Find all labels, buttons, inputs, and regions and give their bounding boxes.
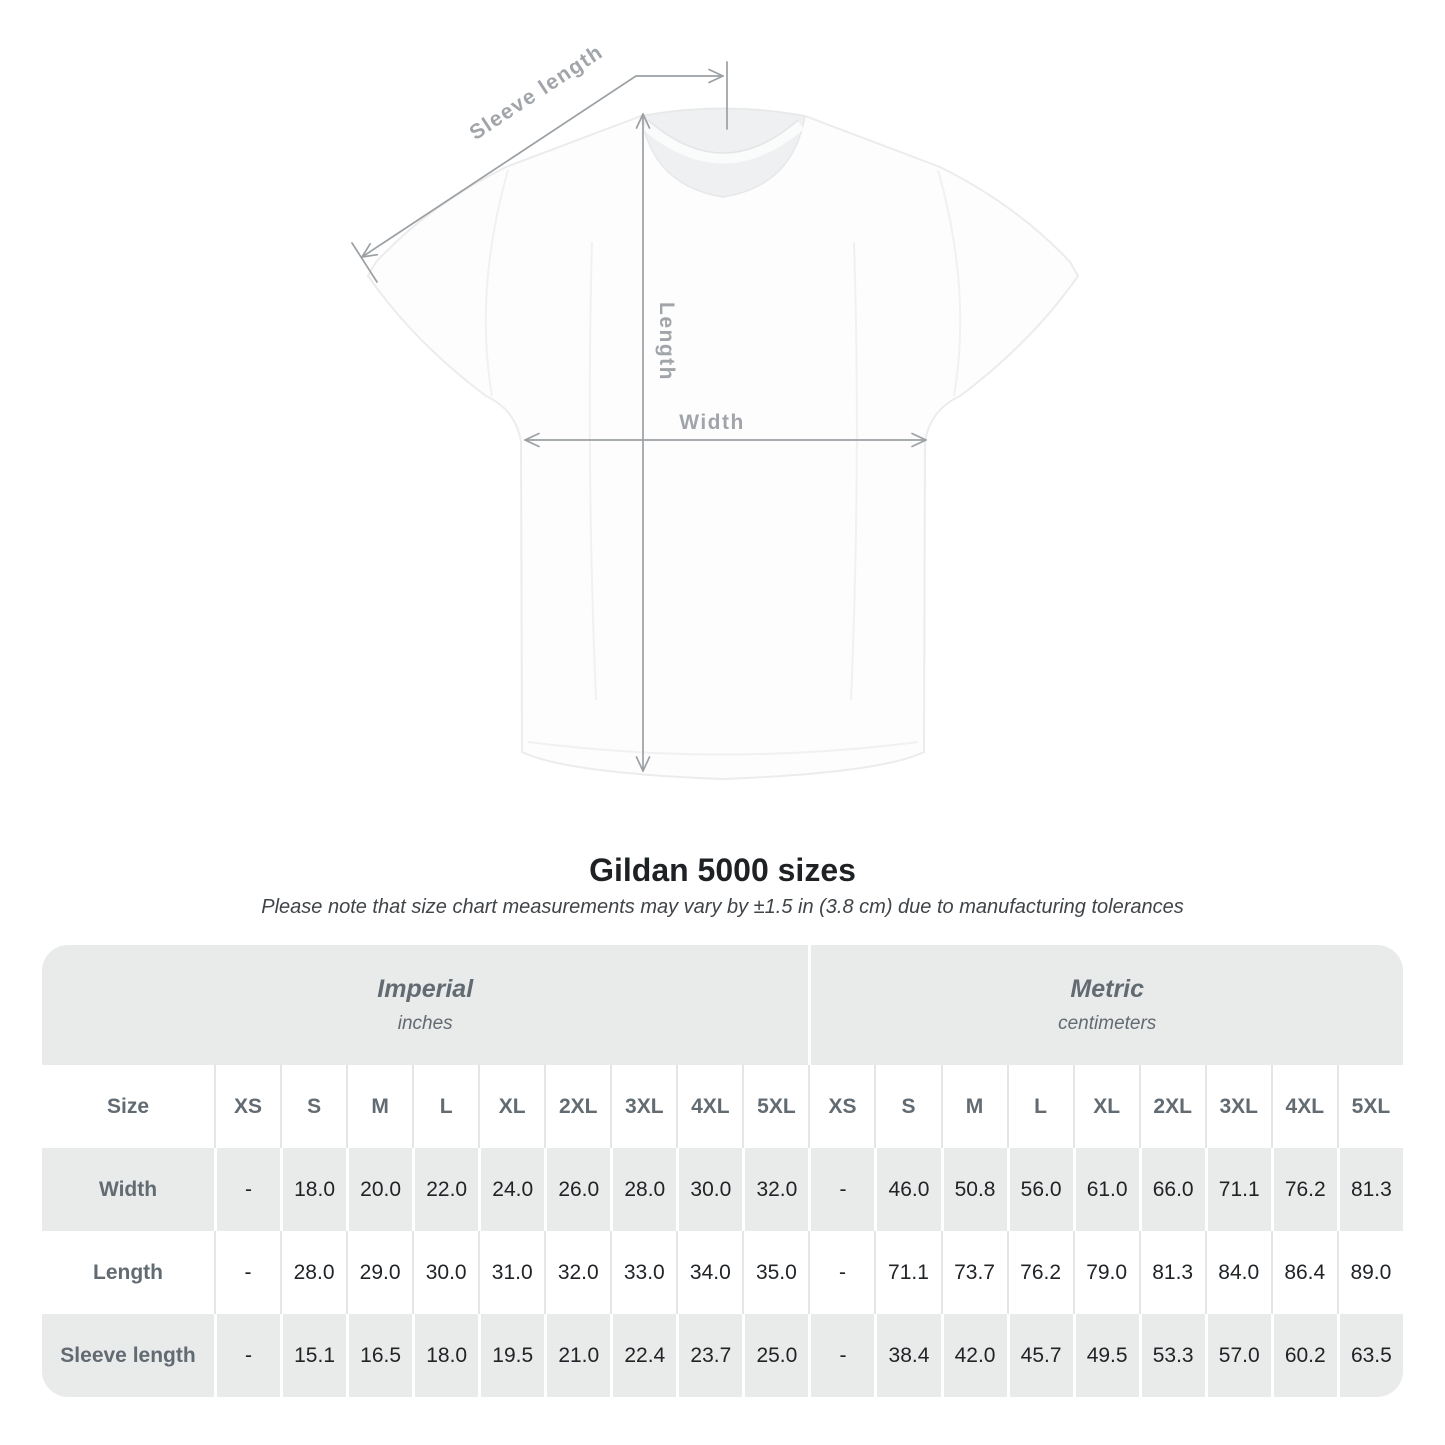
cell: 79.0: [1073, 1231, 1139, 1314]
col-header: XL: [1073, 1065, 1139, 1148]
sleeve-length-row: [42, 1314, 1403, 1397]
cell: 22.0: [412, 1148, 478, 1231]
col-header: L: [1007, 1065, 1073, 1148]
cell: 45.7: [1007, 1314, 1073, 1397]
cell: 46.0: [874, 1148, 940, 1231]
width-label: Width: [679, 411, 745, 434]
cell: 76.2: [1271, 1148, 1337, 1231]
page-title: Gildan 5000 sizes: [589, 852, 856, 888]
col-header: 2XL: [1139, 1065, 1205, 1148]
tolerance-note: Please note that size chart measurements may vary by ±1.5 in (3.8 cm) due to manufacturing tolerances: [261, 896, 1184, 918]
row-label: Sleeve length: [42, 1314, 214, 1397]
cell: 18.0: [280, 1148, 346, 1231]
cell: -: [214, 1314, 280, 1397]
cell: 23.7: [676, 1314, 742, 1397]
cell: 21.0: [544, 1314, 610, 1397]
col-header: 4XL: [676, 1065, 742, 1148]
metric-unit: centimeters: [1058, 1013, 1157, 1034]
cell: -: [808, 1148, 874, 1231]
cell: 81.3: [1139, 1231, 1205, 1314]
cell: -: [214, 1231, 280, 1314]
cell: 26.0: [544, 1148, 610, 1231]
cell: 76.2: [1007, 1231, 1073, 1314]
length-row: [42, 1231, 1403, 1314]
col-header: 3XL: [610, 1065, 676, 1148]
cell: 66.0: [1139, 1148, 1205, 1231]
imperial-title: Imperial: [377, 975, 474, 1003]
cell: 32.0: [544, 1231, 610, 1314]
col-header: XL: [478, 1065, 544, 1148]
tshirt-image: [368, 109, 1078, 780]
col-header: M: [346, 1065, 412, 1148]
cell: 73.7: [941, 1231, 1007, 1314]
cell: 15.1: [280, 1314, 346, 1397]
cell: 86.4: [1271, 1231, 1337, 1314]
cell: -: [808, 1314, 874, 1397]
cell: -: [214, 1148, 280, 1231]
cell: 42.0: [941, 1314, 1007, 1397]
cell: 30.0: [676, 1148, 742, 1231]
size-table-container: [42, 945, 1403, 1397]
cell: 38.4: [874, 1314, 940, 1397]
size-header-row: [42, 1065, 1403, 1148]
length-label: Length: [655, 302, 678, 381]
cell: 28.0: [610, 1148, 676, 1231]
imperial-section-header: [42, 945, 808, 1065]
cell: 34.0: [676, 1231, 742, 1314]
cell: 19.5: [478, 1314, 544, 1397]
cell: 84.0: [1205, 1231, 1271, 1314]
width-row: [42, 1148, 1403, 1231]
cell: 31.0: [478, 1231, 544, 1314]
col-header: S: [280, 1065, 346, 1148]
cell: 61.0: [1073, 1148, 1139, 1231]
cell: 29.0: [346, 1231, 412, 1314]
row-label: Length: [42, 1231, 214, 1314]
cell: 32.0: [742, 1148, 808, 1231]
cell: 18.0: [412, 1314, 478, 1397]
col-header: 3XL: [1205, 1065, 1271, 1148]
size-column-header: Size: [42, 1065, 214, 1148]
unit-header-row: [42, 945, 1403, 1065]
col-header: M: [941, 1065, 1007, 1148]
col-header: XS: [214, 1065, 280, 1148]
col-header: 4XL: [1271, 1065, 1337, 1148]
col-header: XS: [808, 1065, 874, 1148]
cell: 63.5: [1337, 1314, 1403, 1397]
cell: 50.8: [941, 1148, 1007, 1231]
cell: 89.0: [1337, 1231, 1403, 1314]
cell: 35.0: [742, 1231, 808, 1314]
col-header: 5XL: [1337, 1065, 1403, 1148]
cell: 53.3: [1139, 1314, 1205, 1397]
cell: 49.5: [1073, 1314, 1139, 1397]
size-table: [42, 945, 1403, 1397]
col-header: 5XL: [742, 1065, 808, 1148]
col-header: 2XL: [544, 1065, 610, 1148]
cell: 22.4: [610, 1314, 676, 1397]
cell: 24.0: [478, 1148, 544, 1231]
cell: -: [808, 1231, 874, 1314]
cell: 71.1: [874, 1231, 940, 1314]
imperial-unit: inches: [397, 1013, 453, 1034]
cell: 33.0: [610, 1231, 676, 1314]
col-header: S: [874, 1065, 940, 1148]
cell: 28.0: [280, 1231, 346, 1314]
metric-title: Metric: [1070, 975, 1145, 1003]
cell: 30.0: [412, 1231, 478, 1314]
row-label: Width: [42, 1148, 214, 1231]
metric-section-header: [808, 945, 1403, 1065]
cell: 16.5: [346, 1314, 412, 1397]
cell: 71.1: [1205, 1148, 1271, 1231]
cell: 57.0: [1205, 1314, 1271, 1397]
cell: 25.0: [742, 1314, 808, 1397]
cell: 56.0: [1007, 1148, 1073, 1231]
cell: 81.3: [1337, 1148, 1403, 1231]
cell: 60.2: [1271, 1314, 1337, 1397]
sleeve-length-label: Sleeve length: [465, 40, 608, 145]
cell: 20.0: [346, 1148, 412, 1231]
col-header: L: [412, 1065, 478, 1148]
